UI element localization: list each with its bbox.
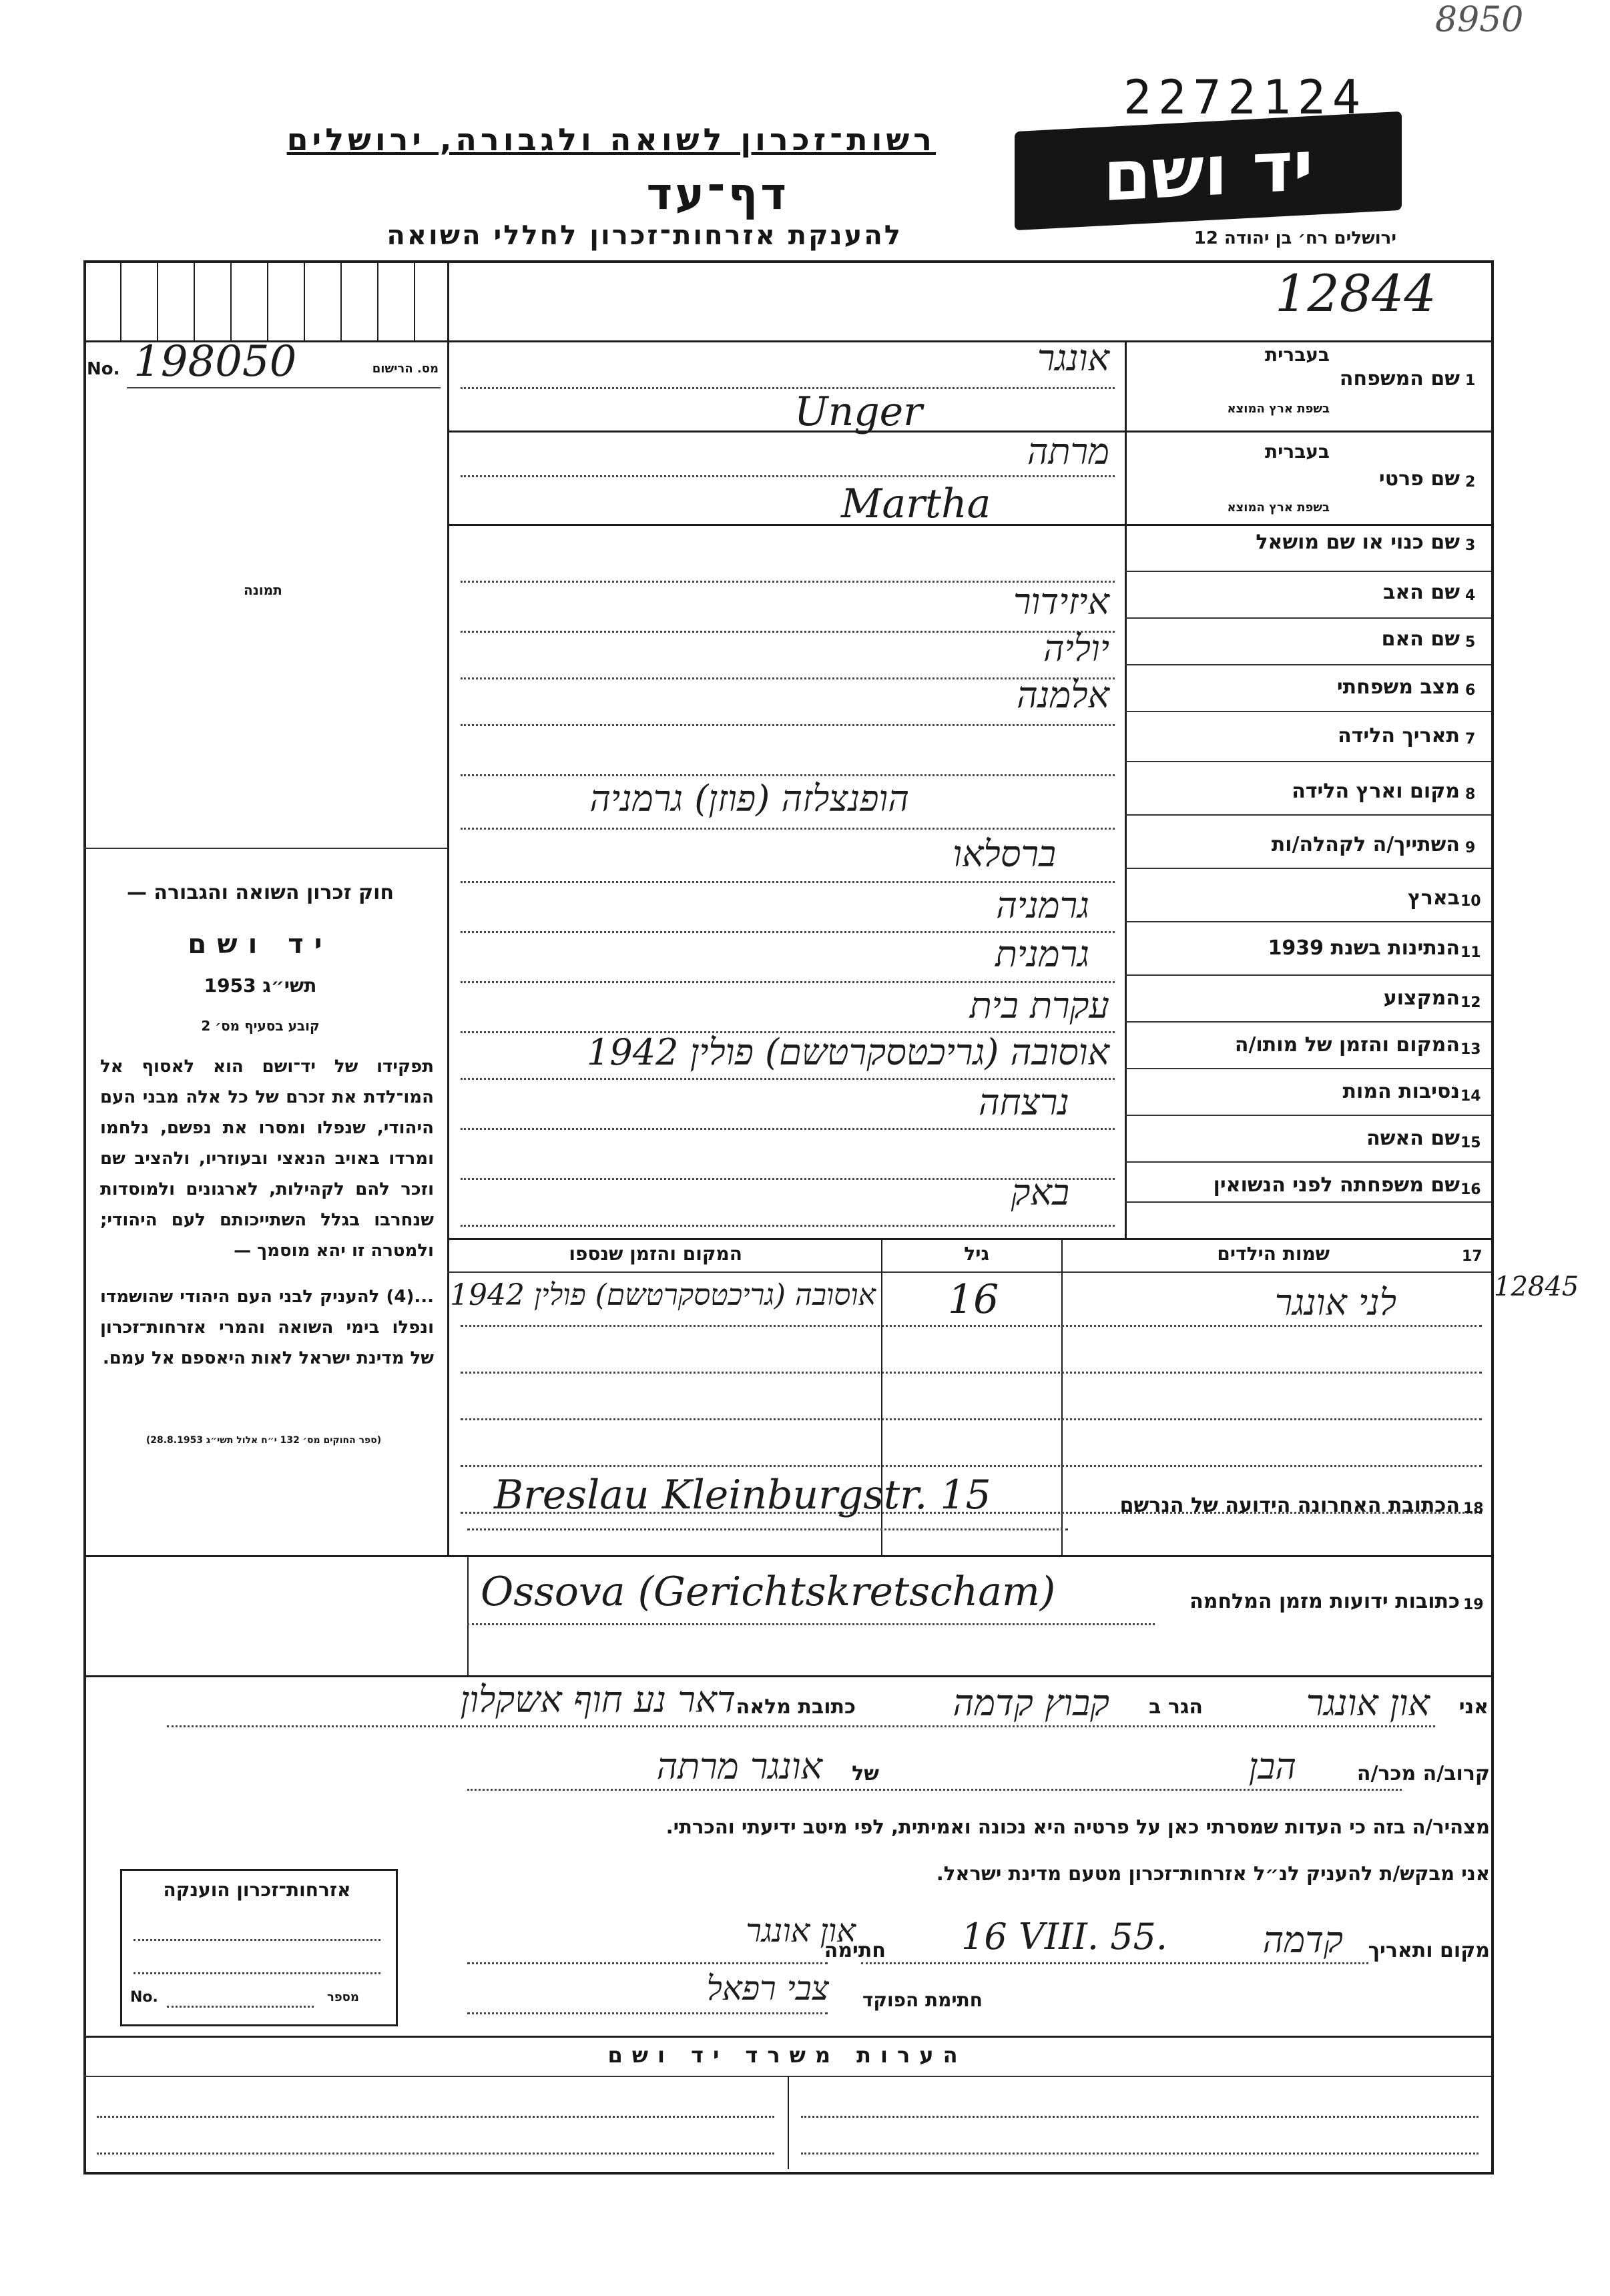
declarant-ani-label: אני <box>1458 1695 1489 1719</box>
field-8-value: הופנצלזה (פוזן) גרמניה <box>589 778 909 820</box>
field-13-number: 13 <box>1460 1041 1481 1058</box>
declarant-relation-label: קרוב/ה מכר/ה <box>1356 1762 1490 1785</box>
field-15-label: שם האשה <box>1366 1127 1460 1150</box>
field-12-label: המקצוע <box>1383 986 1460 1010</box>
field-11-value: גרמנית <box>995 933 1089 975</box>
field-2-sub-hebrew: בעברית <box>1264 441 1330 463</box>
field-17-number: 17 <box>1462 1248 1483 1265</box>
signature-label: חתימה <box>824 1939 886 1962</box>
field-6-value: אלמנה <box>1017 674 1109 716</box>
field-5-number: 5 <box>1465 634 1476 651</box>
field-9-label: השתייך/ה לקהלה/ות <box>1271 833 1460 856</box>
declaration-statement-1: מצהיר/ה בזה כי העדות שמסרתי כאן על פרטיה היא נכונה ואמיתית, לפי מיטב ידיעתי והכרתי. <box>665 1815 1490 1838</box>
children-col-place: המקום והזמן שנספו <box>569 1243 742 1265</box>
field-1-value-hebrew: אונגר <box>1037 337 1109 379</box>
field-11-number: 11 <box>1460 944 1481 961</box>
field-19-number: 19 <box>1463 1597 1484 1613</box>
document-number: 2272124 <box>1123 70 1368 125</box>
field-1-label: שם המשפחה <box>1339 367 1460 390</box>
declarant-of: אונגר מרתה <box>656 1745 822 1787</box>
field-5-label: שם האם <box>1381 627 1460 651</box>
field-16-label: שם משפחתה לפני הנשואין <box>1213 1173 1460 1197</box>
field-3-label: שם כנוי או שם מושאל <box>1256 531 1460 554</box>
declarant-lives-label: הגר ב <box>1149 1695 1203 1719</box>
field-10-value: גרמניה <box>996 884 1089 926</box>
field-6-number: 6 <box>1465 682 1476 699</box>
law-org: יד ושם <box>188 929 333 960</box>
organization-line: רשות־זכרון לשואה ולגבורה, ירושלים <box>286 121 936 158</box>
field-9-value: ברסלאו <box>953 833 1056 875</box>
field-14-label: נסיבות המות <box>1342 1080 1460 1103</box>
declarant-name: און אונגר <box>1306 1682 1430 1724</box>
reg-no-value: 198050 <box>133 337 297 386</box>
place-value: קדמה <box>1262 1919 1343 1961</box>
grant-box-num-label: מספר <box>327 1990 359 2004</box>
yad-vashem-logo <box>1015 111 1402 230</box>
child-row-age: 16 <box>948 1276 999 1323</box>
field-2-label: שם פרטי <box>1378 467 1460 491</box>
children-margin-note: 12845 <box>1494 1271 1579 1302</box>
date-value: 16 VIII. 55. <box>961 1916 1168 1958</box>
declarant-lives-in: קבוץ קדמה <box>953 1682 1109 1724</box>
logo-address: ירושלים רח׳ בן יהודה 12 <box>1193 228 1396 248</box>
field-18-number: 18 <box>1463 1500 1484 1517</box>
law-paragraph: תפקידו של יד־ושם הוא לאסוף אל המו־לדת את זכרם של כל אלה מבני העם היהודי, שנפלו ומסרו את נפשם, נלחמו ומרדו באויב הנאצי ובעוזריו, ולהציב שם וזכר להם לקהילות, לארגונים ולמוסדות שנחרבו בגלל השתייכותם לעם היהודי; ולמטרה זו יהא מוסמך — <box>100 1057 434 1261</box>
field-2-sub-origin: בשפת ארץ המוצא <box>1227 501 1330 515</box>
declarant-address: דאר נע חוף אשקלון <box>460 1679 736 1721</box>
office-notes-header: הערות משרד יד ושם <box>607 2042 967 2068</box>
field-18-value: Breslau Kleinburgstr. 15 <box>494 1472 991 1518</box>
field-5-value: יוליה <box>1043 627 1109 669</box>
grant-box-no-label: No. <box>130 1989 158 2006</box>
law-title: חוק זכרון השואה והגבורה — <box>126 881 394 904</box>
form-subtitle: להענקת אזרחות־זכרון לחללי השואה <box>386 220 902 251</box>
corner-stamp: 8950 <box>1435 0 1524 40</box>
field-1-sub-origin: בשפת ארץ המוצא <box>1227 402 1330 416</box>
field-1-number: 1 <box>1465 372 1476 389</box>
field-7-label: תאריך הלידה <box>1338 724 1460 748</box>
field-4-label: שם האב <box>1383 581 1460 604</box>
signature-value: און אונגר <box>746 1912 856 1950</box>
field-9-number: 9 <box>1465 840 1476 856</box>
law-year: תשי״ג 1953 <box>204 974 317 996</box>
field-7-number: 7 <box>1465 731 1476 748</box>
field-16-value: באק <box>1011 1171 1069 1213</box>
field-15-number: 15 <box>1460 1135 1481 1151</box>
children-col-names: שמות הילדים <box>1217 1243 1330 1265</box>
field-10-label: בארץ <box>1407 886 1460 910</box>
child-row-name: לני אונגר <box>1274 1281 1396 1324</box>
field-16-number: 16 <box>1460 1181 1481 1198</box>
field-18-label: הכתובת האחרונה הידועה של הנרשם <box>1119 1494 1460 1517</box>
field-19-value: Ossova (Gerichtskretscham) <box>481 1568 1056 1615</box>
field-13-value: אוסובה (גריכטסקרטשם) פולין 1942 <box>587 1031 1109 1073</box>
field-10-number: 10 <box>1460 893 1481 910</box>
field-19-label: כתובות ידועות מזמן המלחמה <box>1189 1590 1460 1613</box>
field-4-number: 4 <box>1465 587 1476 604</box>
child-row-place: אוסובה (גריכטסקרטשם) פולין 1942 <box>450 1278 876 1312</box>
top-record-number: 12844 <box>1275 264 1436 323</box>
field-11-label: הנתינות בשנת 1939 <box>1268 936 1460 960</box>
grant-box-title: אזרחות־זכרון הוענקה <box>163 1879 351 1901</box>
form-title: דף־עד <box>646 168 789 220</box>
field-2-value-latin: Martha <box>841 481 991 527</box>
logo-text: יד ושם <box>1103 124 1314 218</box>
field-8-label: מקום וארץ הלידה <box>1292 780 1460 803</box>
field-13-label: המקום והזמן של מותו/ה <box>1234 1033 1460 1057</box>
law-source: (ספר החוקים מס׳ 132 י״ח אלול תשי״ג 28.8.1953) <box>146 1435 382 1446</box>
place-date-label: מקום ותאריך <box>1368 1939 1490 1962</box>
declarant-address-label: כתובת מלאה <box>736 1695 856 1719</box>
field-6-label: מצב משפחתי <box>1336 675 1460 699</box>
field-14-number: 14 <box>1460 1088 1481 1105</box>
law-clause: קובע בסעיף מס׳ 2 <box>201 1018 320 1034</box>
field-4-value: איזידור <box>1013 581 1109 623</box>
officer-signature-label: חתימת הפוקד <box>862 1989 983 2011</box>
field-14-value: נרצחה <box>979 1081 1069 1123</box>
children-col-age: גיל <box>964 1243 989 1265</box>
field-8-number: 8 <box>1465 786 1476 803</box>
photo-label: תמונה <box>244 582 282 598</box>
field-1-value-latin: Unger <box>794 388 922 435</box>
field-12-number: 12 <box>1460 994 1481 1011</box>
field-12-value: עקרת בית <box>969 984 1109 1027</box>
field-2-number: 2 <box>1465 474 1476 491</box>
declaration-statement-2: אני מבקש/ת להעניק לנ״ל אזרחות־זכרון מטעם מדינת ישראל. <box>936 1862 1490 1885</box>
field-2-value-hebrew: מרתה <box>1027 431 1109 473</box>
field-3-number: 3 <box>1465 537 1476 554</box>
law-paragraph-2: ...(4) להעניק לבני העם היהודי שהושמדו ונפלו בימי השואה והמרי אזרחות־זכרון של מדינת ישראל לאות היאספם אל עמם. <box>100 1287 434 1368</box>
reg-label-he: מס. הרישום <box>372 362 439 376</box>
officer-signature-value: צבי רפאל <box>706 1969 829 2008</box>
declarant-of-label: של <box>852 1762 879 1785</box>
reg-no-label: No. <box>87 359 120 379</box>
field-1-sub-hebrew: בעברית <box>1264 344 1330 366</box>
declarant-relation: הבן <box>1248 1745 1296 1787</box>
